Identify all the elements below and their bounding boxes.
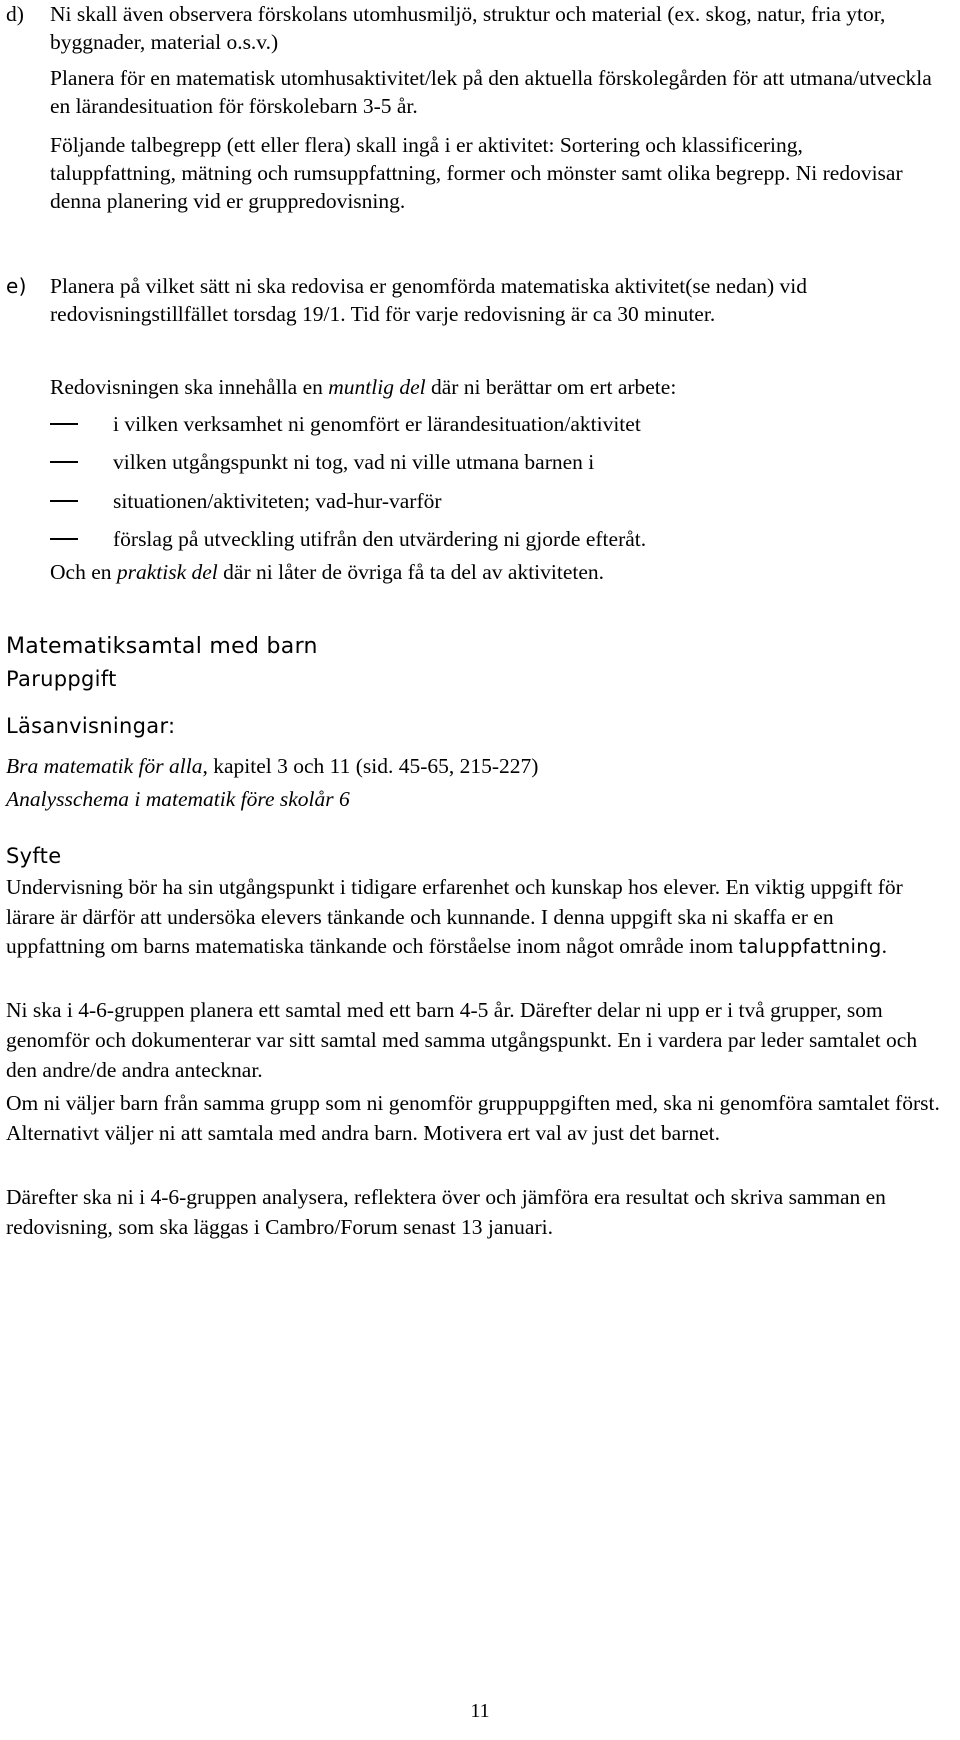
section-e-paragraph: Planera på vilket sätt ni ska redovisa er genomförda matematiska aktivitet(se nedan) vid redovisningstillfället torsdag 19/1. Tid för varje redovisning är ca 30 minuter.: [50, 274, 808, 326]
section-d-label: d): [6, 2, 24, 26]
purpose-paragraph: Undervisning bör ha sin utgångspunkt i tidigare erfarenhet och kunskap hos elever. En viktig uppgift för lärare är därför att undersöka elevers tänkande och kunnande. I denna uppgift ska ni skaffa er en uppfattning om barns matematiska tänkande och förståelse inom något område inom taluppfattning.: [6, 875, 903, 958]
dash-bullet-icon: [50, 461, 78, 463]
purpose-key-term: taluppfattning: [738, 935, 882, 958]
section-subtitle: Paruppgift: [6, 667, 117, 691]
section-d-paragraph-3: Följande talbegrepp (ett eller flera) skall ingå i er aktivitet: Sortering och klassificering, taluppfattning, mätning och rumsuppfattning, former och mönster samt olika begrepp. Ni redovisar denna planering vid er gruppredovisning.: [50, 133, 903, 213]
section-d-paragraph-1: Ni skall även observera förskolans utomhusmiljö, struktur och material (ex. skog, natur, fria ytor, byggnader, material o.s.v.): [50, 2, 886, 54]
analysis-paragraph: Därefter ska ni i 4-6-gruppen analysera, reflektera över och jämföra era resultat och skriva samman en redovisning, som ska läggas i Cambro/Forum senast 13 januari.: [6, 1185, 886, 1239]
oral-part-intro: Redovisningen ska innehålla en muntlig del där ni berättar om ert arbete:: [50, 375, 677, 399]
oral-part-term: muntlig del: [328, 375, 426, 399]
purpose-heading: Syfte: [6, 844, 62, 868]
section-title: Matematiksamtal med barn: [6, 634, 318, 659]
reading-reference-1: Bra matematik för alla, kapitel 3 och 11 (sid. 45-65, 215-227): [6, 754, 539, 778]
practical-part-term: praktisk del: [116, 560, 218, 584]
dash-bullet-icon: [50, 538, 78, 540]
page-number: 11: [470, 1700, 490, 1722]
selection-paragraph: Om ni väljer barn från samma grupp som ni genomför gruppuppgiften med, ska ni genomföra samtalet först. Alternativt väljer ni att samtala med andra barn. Motivera ert val av just det barnet.: [6, 1091, 940, 1145]
reading-instructions-label: Läsanvisningar:: [6, 714, 176, 738]
document-page: d) Ni skall även observera förskolans utomhusmiljö, struktur och material (ex. skog, natur, fria ytor, byggnader, material o.s.v.) Planera för en matematisk utomhusaktivitet/lek på den aktuella förskolegården för att utmana/utveckla en lärandesituation för förskolebarn 3-5 år. Följande talbegrepp (ett eller flera) skall ingå i er aktivitet: Sortering och klassificering, taluppfattning, mätning och rumsuppfattning, former och mönster samt olika begrepp. Ni redovisar denna planering vid er gruppredovisning. e) Planera på vilket sätt ni ska redovisa er genomförda matematiska aktivitet(se nedan) vid redovisningstillfället torsdag 19/1. Tid för varje redovisning är ca 30 minuter. Redovisningen ska innehålla en muntlig del där ni berättar om ert arbete: i vilken verksamhet ni genomfört er lärandesituation/aktivitet vilken utgångspunkt ni tog, vad ni ville utmana barnen i situationen/aktiviteten; vad-hur-varför förslag på utveckling utifrån den utvärdering ni gjorde efteråt. Och en praktisk del där ni låter de övriga få ta del av aktiviteten. Matematiksamtal med barn Paruppgift Läsanvisningar: Bra matematik för alla, kapitel 3 och 11 (sid. 45-65, 215-227) Analysschema i matematik före skolår 6 Syfte Undervisning bör ha sin utgångspunkt i tidigare erfarenhet och kunskap hos elever. En viktig uppgift för lärare är därför att undersöka elevers tänkande och kunnande. I denna uppgift ska ni skaffa er en uppfattning om barns matematiska tänkande och förståelse inom något område inom taluppfattning. Ni ska i 4-6-gruppen planera ett samtal med ett barn 4-5 år. Därefter delar ni upp er i två grupper, som genomför och dokumenterar var sitt samtal med samma utgångspunkt. En i vardera par leder samtalet och den andre/de andra antecknar. Om ni väljer barn från samma grupp som ni genomför gruppuppgiften med, ska ni genomföra samtalet först. Alternativt väljer ni att samtala med andra barn. Motivera ert val av just det barnet. Därefter ska ni i 4-6-gruppen analysera, reflektera över och jämföra era resultat och skriva samman en redovisning, som ska läggas i Cambro/Forum senast 13 januari. 11: [0, 0, 960, 1740]
practical-part-line: Och en praktisk del där ni låter de övriga få ta del av aktiviteten.: [50, 560, 605, 584]
dash-bullet-icon: [50, 500, 78, 502]
reading-reference-2: Analysschema i matematik före skolår 6: [6, 787, 350, 811]
dash-bullet-icon: [50, 423, 78, 425]
section-e-label: e): [6, 274, 27, 298]
section-d-paragraph-2: Planera för en matematisk utomhusaktivitet/lek på den aktuella förskolegården för att utmana/utveckla en lärandesituation för förskolebarn 3-5 år.: [50, 66, 932, 118]
planning-paragraph: Ni ska i 4-6-gruppen planera ett samtal med ett barn 4-5 år. Därefter delar ni upp er i två grupper, som genomför och dokumenterar var sitt samtal med samma utgångspunkt. En i vardera par leder samtalet och den andre/de andra antecknar.: [6, 998, 918, 1082]
